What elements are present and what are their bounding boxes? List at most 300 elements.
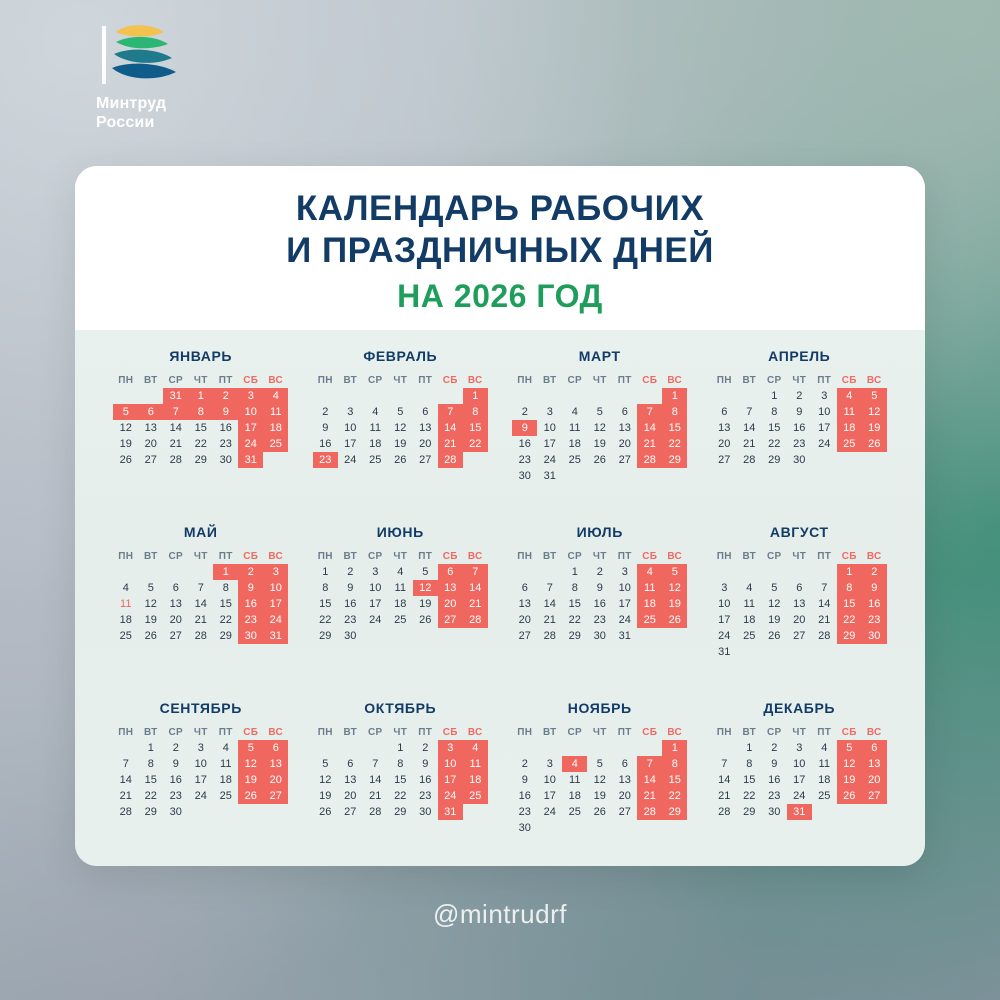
day-cell: 29 <box>743 806 756 818</box>
day-cell: 20 <box>263 772 288 788</box>
day-cell: 28 <box>194 630 207 642</box>
weekday-header-сб: СБ <box>243 551 259 562</box>
day-cell: 5 <box>596 758 603 770</box>
day-cell: 2 <box>521 758 528 770</box>
day-cell: 12 <box>837 756 862 772</box>
day-cell: 3 <box>721 582 728 594</box>
weekday-header-пт: ПТ <box>218 551 233 562</box>
week-row <box>313 756 488 772</box>
day-cell: 18 <box>743 614 756 626</box>
day-cell: 13 <box>344 774 357 786</box>
weekday-header-row <box>712 725 887 740</box>
day-cell: 24 <box>238 436 263 452</box>
weekday-header-вт: ВТ <box>542 551 557 562</box>
day-cell-empty <box>562 468 587 484</box>
weekday-header-вс: ВС <box>268 727 284 738</box>
weekday-header-ср: СР <box>168 375 183 386</box>
day-cell: 2 <box>347 566 354 578</box>
week-row <box>512 468 687 484</box>
day-cell-empty <box>637 628 662 644</box>
day-cell-empty <box>113 564 138 580</box>
day-cell: 8 <box>771 406 778 418</box>
day-cell: 4 <box>463 740 488 756</box>
day-cell: 10 <box>718 598 731 610</box>
week-row <box>113 740 288 756</box>
month-block <box>700 700 900 866</box>
day-cell: 10 <box>194 758 207 770</box>
weekday-header-ср: СР <box>767 551 782 562</box>
weekday-header-row <box>113 373 288 388</box>
month-table <box>712 725 887 820</box>
day-cell: 3 <box>197 742 204 754</box>
day-cell: 5 <box>662 564 687 580</box>
day-cell-empty <box>612 820 637 836</box>
day-cell: 4 <box>263 388 288 404</box>
day-cell: 9 <box>322 422 329 434</box>
day-cell-empty <box>862 804 887 820</box>
day-cell: 15 <box>768 422 781 434</box>
day-cell: 21 <box>818 614 831 626</box>
weekday-header-row <box>313 725 488 740</box>
day-cell-empty <box>263 452 288 468</box>
day-cell: 15 <box>219 598 232 610</box>
day-cell: 7 <box>546 582 553 594</box>
day-cell: 6 <box>721 406 728 418</box>
day-cell: 3 <box>372 566 379 578</box>
day-cell: 28 <box>438 452 463 468</box>
month-name: МАЙ <box>183 524 218 540</box>
day-cell: 1 <box>746 742 753 754</box>
week-row <box>313 596 488 612</box>
day-cell: 5 <box>238 740 263 756</box>
week-row <box>113 804 288 820</box>
day-cell: 12 <box>238 756 263 772</box>
day-cell: 10 <box>618 582 631 594</box>
day-cell: 18 <box>463 772 488 788</box>
day-cell-empty <box>313 740 338 756</box>
day-cell: 27 <box>793 630 806 642</box>
day-cell-empty <box>363 628 388 644</box>
week-row <box>712 644 887 660</box>
day-cell: 18 <box>219 774 232 786</box>
day-cell-empty <box>612 468 637 484</box>
month-table <box>313 549 488 644</box>
day-cell: 28 <box>543 630 556 642</box>
month-table <box>512 373 687 484</box>
weekday-header-чт: ЧТ <box>792 727 807 738</box>
day-cell: 30 <box>238 628 263 644</box>
day-cell: 20 <box>618 790 631 802</box>
month-block <box>101 524 301 700</box>
day-cell: 23 <box>419 790 432 802</box>
weekday-header-пн: ПН <box>517 551 533 562</box>
day-cell: 23 <box>862 612 887 628</box>
weekday-header-вт: ВТ <box>343 551 358 562</box>
day-cell: 21 <box>743 438 756 450</box>
weekday-header-вс: ВС <box>467 375 483 386</box>
day-cell: 26 <box>144 630 157 642</box>
weekday-header-вс: ВС <box>667 551 683 562</box>
day-cell: 26 <box>319 806 332 818</box>
weekday-header-вт: ВТ <box>742 727 757 738</box>
day-cell: 17 <box>238 420 263 436</box>
day-cell: 9 <box>172 758 179 770</box>
month-block <box>301 524 501 700</box>
day-cell: 13 <box>862 756 887 772</box>
day-cell: 31 <box>543 470 556 482</box>
day-cell: 12 <box>319 774 332 786</box>
day-cell-empty <box>413 628 438 644</box>
day-cell: 24 <box>263 612 288 628</box>
day-cell: 11 <box>569 774 581 786</box>
week-row <box>313 788 488 804</box>
weekday-header-чт: ЧТ <box>193 551 208 562</box>
day-cell: 7 <box>821 582 828 594</box>
day-cell: 8 <box>463 404 488 420</box>
day-cell: 17 <box>369 598 382 610</box>
day-cell: 27 <box>169 630 182 642</box>
day-cell: 3 <box>546 406 553 418</box>
day-cell-empty <box>737 388 762 404</box>
weekday-header-вс: ВС <box>268 551 284 562</box>
day-cell: 18 <box>119 614 132 626</box>
day-cell: 13 <box>793 598 806 610</box>
week-row <box>712 612 887 628</box>
day-cell: 22 <box>319 614 332 626</box>
day-cell: 16 <box>518 790 531 802</box>
day-cell-empty <box>712 388 737 404</box>
day-cell: 20 <box>718 438 731 450</box>
day-cell: 5 <box>837 740 862 756</box>
day-cell: 21 <box>543 614 556 626</box>
week-row <box>712 436 887 452</box>
day-cell: 27 <box>263 788 288 804</box>
day-cell: 9 <box>596 582 603 594</box>
day-cell: 10 <box>793 758 806 770</box>
day-cell: 28 <box>637 452 662 468</box>
day-cell: 11 <box>263 404 288 420</box>
weekday-header-row <box>712 373 887 388</box>
weekday-header-вт: ВТ <box>143 727 158 738</box>
day-cell: 13 <box>618 422 631 434</box>
day-cell: 13 <box>419 422 432 434</box>
day-cell: 17 <box>718 614 731 626</box>
day-cell: 6 <box>862 740 887 756</box>
weekday-header-чт: ЧТ <box>792 375 807 386</box>
month-name: ДЕКАБРЬ <box>763 700 836 716</box>
month-table <box>512 725 687 836</box>
week-row <box>712 596 887 612</box>
day-cell: 6 <box>796 582 803 594</box>
weekday-header-пн: ПН <box>118 551 134 562</box>
day-cell: 19 <box>768 614 781 626</box>
day-cell: 9 <box>771 758 778 770</box>
day-cell: 11 <box>743 598 755 610</box>
weekday-header-row <box>313 373 488 388</box>
day-cell: 17 <box>618 598 631 610</box>
week-row <box>512 404 687 420</box>
day-cell: 5 <box>147 582 154 594</box>
day-cell: 3 <box>621 566 628 578</box>
day-cell: 2 <box>322 406 329 418</box>
weekday-header-чт: ЧТ <box>193 727 208 738</box>
day-cell: 24 <box>543 806 556 818</box>
day-cell-empty <box>637 740 662 756</box>
day-cell-empty <box>712 740 737 756</box>
day-cell: 4 <box>637 564 662 580</box>
ministry-logo-icon <box>102 24 184 86</box>
day-cell: 8 <box>188 404 213 420</box>
day-cell: 27 <box>144 454 157 466</box>
day-cell: 8 <box>397 758 404 770</box>
weekday-header-пн: ПН <box>716 551 732 562</box>
day-cell-empty <box>637 820 662 836</box>
day-cell-empty <box>587 740 612 756</box>
weekday-header-сб: СБ <box>442 551 458 562</box>
day-cell-empty <box>662 468 687 484</box>
day-cell: 20 <box>862 772 887 788</box>
day-cell: 3 <box>238 388 263 404</box>
week-row <box>512 804 687 820</box>
week-row <box>712 756 887 772</box>
week-row <box>313 740 488 756</box>
day-cell: 18 <box>394 598 407 610</box>
day-cell: 12 <box>662 580 687 596</box>
day-cell: 1 <box>837 564 862 580</box>
day-cell: 6 <box>621 406 628 418</box>
day-cell: 25 <box>818 790 831 802</box>
weekday-header-сб: СБ <box>442 375 458 386</box>
weekday-header-пт: ПТ <box>617 551 632 562</box>
day-cell: 2 <box>596 566 603 578</box>
ministry-logo-text <box>96 94 268 132</box>
day-cell: 8 <box>147 758 154 770</box>
day-cell: 14 <box>119 774 132 786</box>
week-row <box>313 452 488 468</box>
day-cell: 1 <box>463 388 488 404</box>
day-cell-empty <box>662 820 687 836</box>
weekday-header-row <box>512 373 687 388</box>
day-cell-empty <box>812 644 837 660</box>
week-row <box>712 740 887 756</box>
day-cell: 31 <box>438 804 463 820</box>
month-name: ЯНВАРЬ <box>169 348 233 364</box>
day-cell: 20 <box>438 596 463 612</box>
day-cell: 8 <box>662 756 687 772</box>
day-cell: 14 <box>194 598 207 610</box>
day-cell: 8 <box>322 582 329 594</box>
day-cell: 18 <box>369 438 382 450</box>
day-cell: 16 <box>319 438 332 450</box>
day-cell-empty <box>837 644 862 660</box>
day-cell: 25 <box>837 436 862 452</box>
day-cell: 10 <box>543 422 556 434</box>
day-cell: 25 <box>637 612 662 628</box>
weekday-header-ср: СР <box>168 551 183 562</box>
weekday-header-ср: СР <box>368 551 383 562</box>
day-cell: 1 <box>147 742 154 754</box>
day-cell: 26 <box>419 614 432 626</box>
social-handle: @mintrudrf <box>433 899 567 929</box>
day-cell-empty <box>138 564 163 580</box>
weekday-header-вт: ВТ <box>742 375 757 386</box>
day-cell: 6 <box>138 404 163 420</box>
day-cell-empty <box>338 740 363 756</box>
day-cell-empty <box>213 804 238 820</box>
day-cell: 18 <box>818 774 831 786</box>
day-cell: 17 <box>793 774 806 786</box>
day-cell: 14 <box>818 598 831 610</box>
weekday-header-чт: ЧТ <box>393 551 408 562</box>
day-cell: 22 <box>743 790 756 802</box>
day-cell-empty <box>737 564 762 580</box>
day-cell: 21 <box>194 614 207 626</box>
day-cell: 14 <box>463 580 488 596</box>
day-cell-empty <box>238 804 263 820</box>
week-row <box>512 580 687 596</box>
day-cell: 7 <box>122 758 129 770</box>
day-cell-empty <box>113 388 138 404</box>
day-cell: 24 <box>543 454 556 466</box>
weekday-header-вт: ВТ <box>343 375 358 386</box>
day-cell: 25 <box>219 790 232 802</box>
weekday-header-вс: ВС <box>667 375 683 386</box>
day-cell: 11 <box>569 422 581 434</box>
day-cell: 5 <box>596 406 603 418</box>
weekday-header-пт: ПТ <box>817 727 832 738</box>
day-cell: 15 <box>144 774 157 786</box>
day-cell: 13 <box>618 774 631 786</box>
day-cell: 7 <box>163 404 188 420</box>
day-cell-empty <box>388 628 413 644</box>
week-row <box>113 612 288 628</box>
day-cell: 5 <box>322 758 329 770</box>
weekday-header-вс: ВС <box>866 727 882 738</box>
day-cell: 20 <box>419 438 432 450</box>
day-cell-empty <box>537 564 562 580</box>
day-cell: 2 <box>422 742 429 754</box>
day-cell: 15 <box>568 598 581 610</box>
day-cell: 15 <box>743 774 756 786</box>
day-cell: 15 <box>194 422 207 434</box>
day-cell: 14 <box>637 772 662 788</box>
weekday-header-вт: ВТ <box>742 551 757 562</box>
day-cell-empty <box>188 804 213 820</box>
week-row <box>313 628 488 644</box>
day-cell: 15 <box>662 420 687 436</box>
day-cell-empty <box>363 388 388 404</box>
day-cell: 21 <box>637 788 662 804</box>
weekday-header-вс: ВС <box>667 727 683 738</box>
day-cell: 11 <box>120 598 132 610</box>
day-cell: 3 <box>796 742 803 754</box>
weekday-header-пн: ПН <box>517 727 533 738</box>
weekday-header-вс: ВС <box>866 551 882 562</box>
day-cell: 4 <box>122 582 129 594</box>
day-cell: 30 <box>419 806 432 818</box>
day-cell-empty <box>612 740 637 756</box>
day-cell: 22 <box>662 788 687 804</box>
month-name: ИЮЛЬ <box>576 524 623 540</box>
day-cell-empty <box>812 564 837 580</box>
day-cell: 21 <box>637 436 662 452</box>
weekday-header-ср: СР <box>168 727 183 738</box>
day-cell: 26 <box>394 454 407 466</box>
week-row <box>712 772 887 788</box>
day-cell: 8 <box>571 582 578 594</box>
week-row <box>712 404 887 420</box>
month-table <box>313 373 488 468</box>
weekday-header-чт: ЧТ <box>393 375 408 386</box>
day-cell: 16 <box>768 774 781 786</box>
day-cell-empty <box>587 388 612 404</box>
week-row <box>113 452 288 468</box>
day-cell: 10 <box>344 422 357 434</box>
day-cell: 12 <box>593 422 606 434</box>
weekday-header-сб: СБ <box>642 375 658 386</box>
day-cell: 8 <box>222 582 229 594</box>
day-cell: 26 <box>238 788 263 804</box>
weekday-header-row <box>313 549 488 564</box>
weekday-header-row <box>712 549 887 564</box>
day-cell: 13 <box>518 598 531 610</box>
weekday-header-вс: ВС <box>268 375 284 386</box>
day-cell-empty <box>762 564 787 580</box>
weekday-header-ср: СР <box>767 375 782 386</box>
day-cell-empty <box>463 452 488 468</box>
day-cell: 22 <box>219 614 232 626</box>
weekday-header-пн: ПН <box>517 375 533 386</box>
day-cell: 22 <box>394 790 407 802</box>
weekday-header-вт: ВТ <box>143 375 158 386</box>
weekday-header-сб: СБ <box>243 727 259 738</box>
day-cell: 30 <box>518 822 531 834</box>
week-row <box>313 388 488 404</box>
weekday-header-сб: СБ <box>642 727 658 738</box>
day-cell: 30 <box>518 470 531 482</box>
day-cell: 19 <box>662 596 687 612</box>
weekday-header-пт: ПТ <box>817 375 832 386</box>
day-cell: 12 <box>144 598 157 610</box>
week-row <box>512 452 687 468</box>
day-cell: 27 <box>618 454 631 466</box>
day-cell-empty <box>862 644 887 660</box>
weekday-header-пт: ПТ <box>418 375 433 386</box>
day-cell: 4 <box>571 406 578 418</box>
day-cell: 8 <box>662 404 687 420</box>
day-cell-empty <box>537 820 562 836</box>
day-cell: 4 <box>821 742 828 754</box>
day-cell: 15 <box>837 596 862 612</box>
day-cell: 24 <box>818 438 831 450</box>
weekday-header-сб: СБ <box>841 727 857 738</box>
week-row <box>313 404 488 420</box>
day-cell: 31 <box>263 628 288 644</box>
weekday-header-пн: ПН <box>716 375 732 386</box>
day-cell: 20 <box>518 614 531 626</box>
day-cell: 18 <box>637 596 662 612</box>
day-cell: 30 <box>768 806 781 818</box>
day-cell-empty <box>512 388 537 404</box>
day-cell: 17 <box>818 422 831 434</box>
day-cell: 21 <box>169 438 182 450</box>
weekday-header-пт: ПТ <box>418 727 433 738</box>
day-cell: 31 <box>787 804 812 820</box>
day-cell-empty <box>562 740 587 756</box>
day-cell: 17 <box>543 790 556 802</box>
brand-line-2: России <box>96 114 155 131</box>
day-cell-empty <box>413 388 438 404</box>
